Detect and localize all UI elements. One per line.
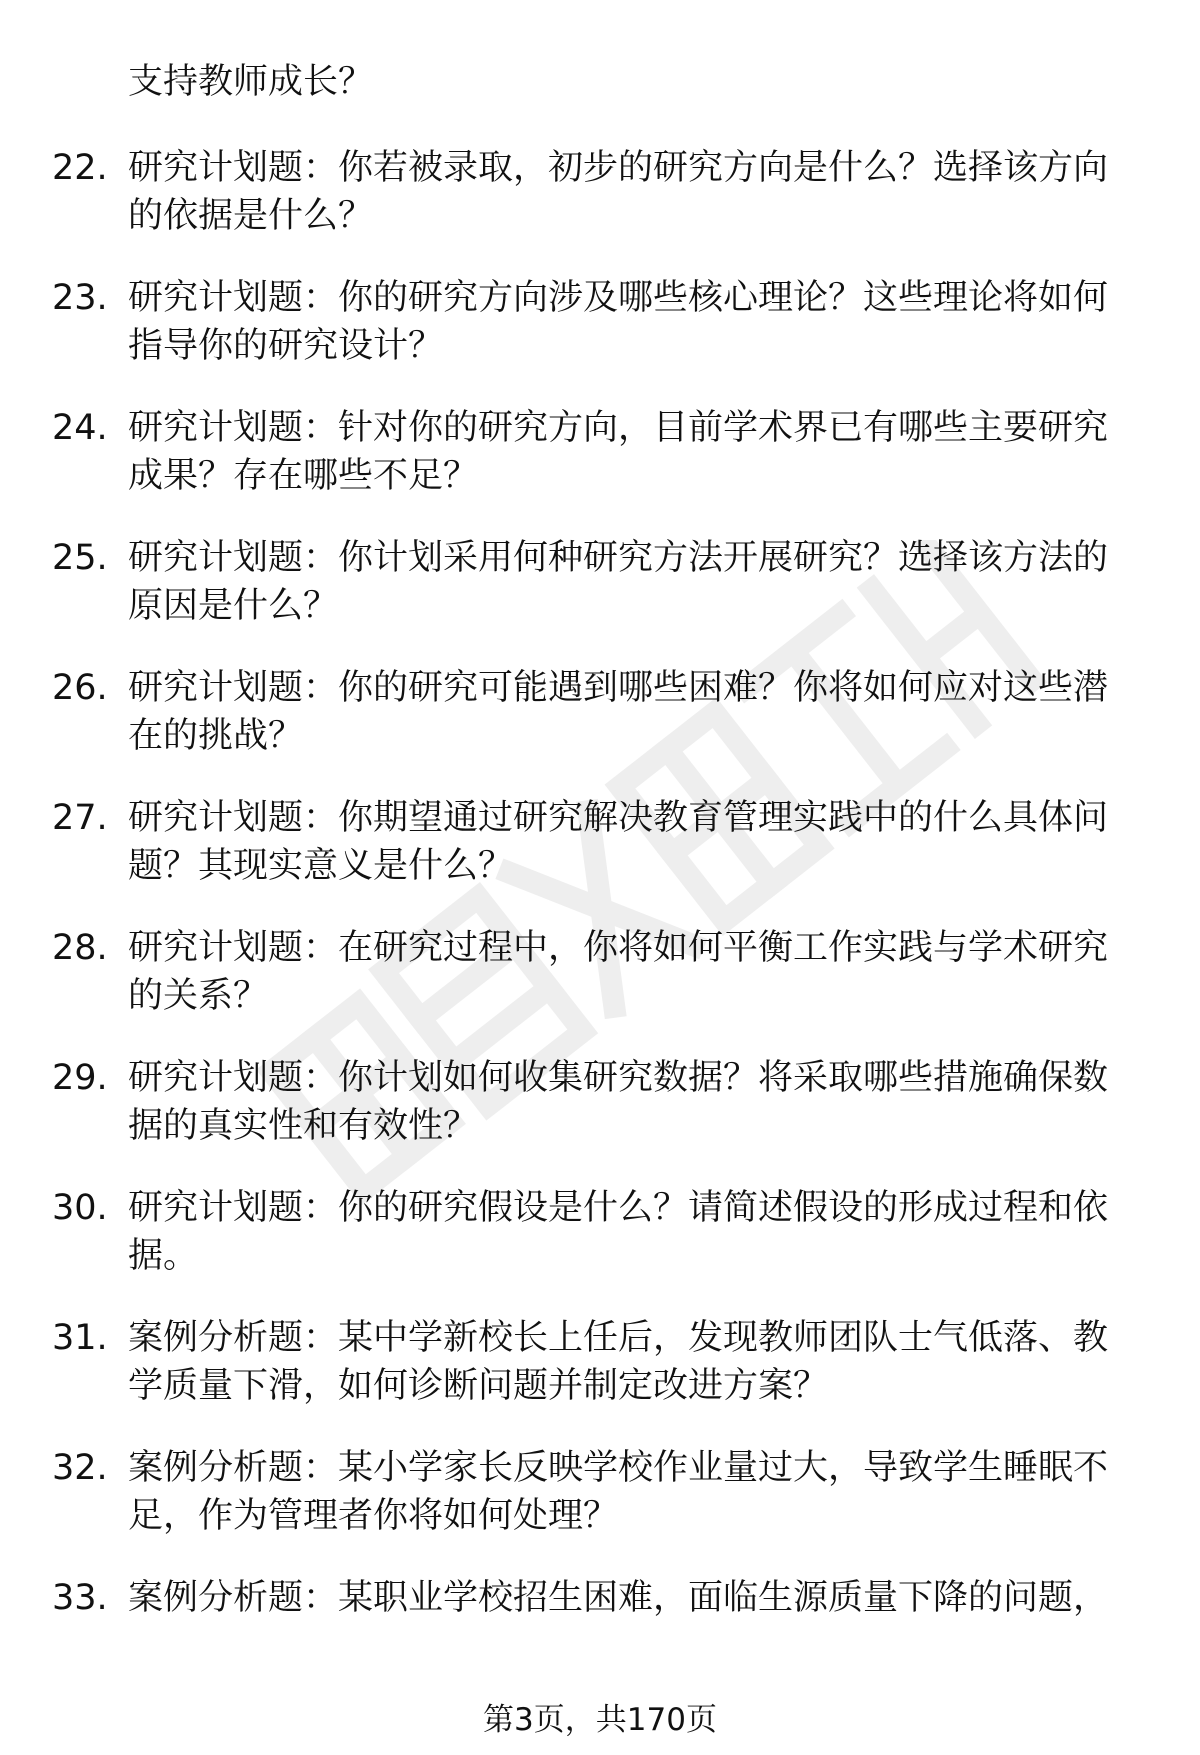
question-item [0, 274, 1200, 404]
question-item [0, 1314, 1200, 1444]
question-text-line1: 研究计划题：你的研究方向涉及哪些核心理论？这些理论将如何 [128, 278, 1109, 318]
question-text-line2: 的关系？ [128, 976, 269, 1016]
question-text-line2: 题？其现实意义是什么？ [128, 846, 514, 886]
question-text-line2: 成果？存在哪些不足？ [128, 456, 479, 496]
question-text-line2: 据。 [128, 1236, 199, 1276]
question-item [0, 144, 1200, 274]
question-text-line1: 研究计划题：你的研究假设是什么？请简述假设的形成过程和依 [128, 1188, 1109, 1228]
question-item [0, 534, 1200, 664]
question-number: 30. [52, 1188, 108, 1228]
question-number: 23. [52, 278, 108, 318]
question-number: 28. [52, 928, 108, 968]
question-item [0, 924, 1200, 1054]
question-item [0, 664, 1200, 794]
question-text-line1: 案例分析题：某小学家长反映学校作业量过大，导致学生睡眠不 [128, 1448, 1109, 1488]
question-text-line1: 案例分析题：某中学新校长上任后，发现教师团队士气低落、教 [128, 1318, 1109, 1358]
question-text-line2: 指导你的研究设计？ [128, 326, 444, 366]
question-text-line1: 研究计划题：你计划如何收集研究数据？将采取哪些措施确保数 [128, 1058, 1109, 1098]
question-list [0, 144, 1200, 1704]
question-number: 25. [52, 538, 108, 578]
question-number: 29. [52, 1058, 108, 1098]
question-number: 32. [52, 1448, 108, 1488]
question-number: 22. [52, 148, 108, 188]
question-number: 33. [52, 1578, 108, 1618]
question-item [0, 1184, 1200, 1314]
question-text-line1: 研究计划题：针对你的研究方向，目前学术界已有哪些主要研究 [128, 408, 1109, 448]
question-text-line1: 研究计划题：你期望通过研究解决教育管理实践中的什么具体问 [128, 798, 1109, 838]
question-text-line2: 的依据是什么？ [128, 196, 374, 236]
question-item [0, 404, 1200, 534]
continuation-text: 支持教师成长？ [128, 62, 374, 102]
question-text-line2: 学质量下滑，如何诊断问题并制定改进方案？ [128, 1366, 829, 1406]
question-number: 27. [52, 798, 108, 838]
question-text-line1: 研究计划题：你计划采用何种研究方法开展研究？选择该方法的 [128, 538, 1109, 578]
page-footer: 第3页，共170页 [483, 1702, 717, 1738]
question-item [0, 1054, 1200, 1184]
question-text-line1: 研究计划题：你的研究可能遇到哪些困难？你将如何应对这些潜 [128, 668, 1109, 708]
question-text-line2: 在的挑战？ [128, 716, 304, 756]
question-item [0, 1574, 1200, 1704]
question-text-line1: 案例分析题：某职业学校招生困难，面临生源质量下降的问题， [128, 1578, 1109, 1618]
question-item [0, 1444, 1200, 1574]
question-item [0, 794, 1200, 924]
question-text-line2: 原因是什么？ [128, 586, 339, 626]
question-text-line2: 据的真实性和有效性？ [128, 1106, 479, 1146]
question-text-line2: 足，作为管理者你将如何处理？ [128, 1496, 619, 1536]
question-number: 26. [52, 668, 108, 708]
question-number: 24. [52, 408, 108, 448]
question-text-line1: 研究计划题：在研究过程中，你将如何平衡工作实践与学术研究 [128, 928, 1109, 968]
question-text-line1: 研究计划题：你若被录取，初步的研究方向是什么？选择该方向 [128, 148, 1109, 188]
question-number: 31. [52, 1318, 108, 1358]
